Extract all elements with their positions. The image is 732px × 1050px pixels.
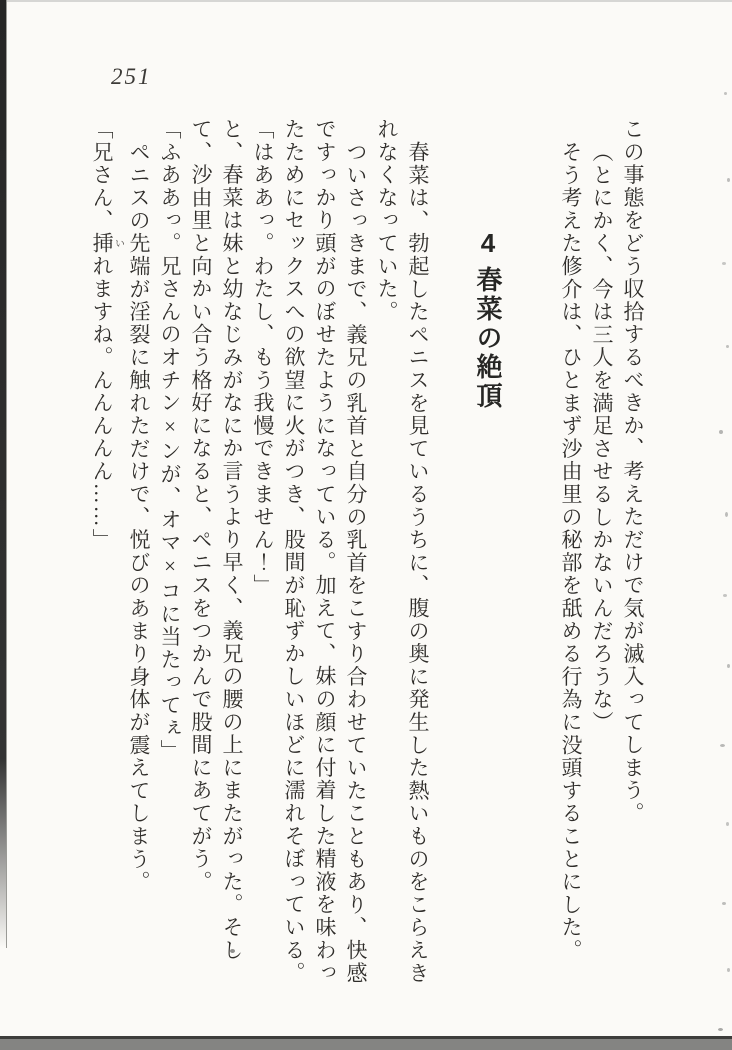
text-column: 「ふああっ。兄さんのオチン×ンが、オマ×コに当たってぇ」 [158, 118, 182, 763]
text-column: ですっかり頭がのぼせたようになっている。加えて、妹の顔に付着した精液を味わっ [313, 118, 337, 985]
text-column: れなくなっていた。 [375, 118, 399, 324]
ruby-annotation [90, 232, 124, 255]
ruby-base: 挿 [90, 232, 114, 255]
text-column: と、春菜は妹と幼なじみがなにか言うより早く、義兄の腰の上にまたがった。そし [220, 118, 244, 962]
chapter-title: 春菜の絶頂 [473, 266, 503, 411]
text-column [86, 118, 123, 1010]
text-column: （とにかく、今は三人を満足させるしかないんだろうな） [590, 141, 614, 734]
page-number: 251 [111, 64, 152, 89]
text-column: ついさっきまで、義兄の乳首と自分の乳首をこすり合わせていたこともあり、快感 [344, 141, 368, 985]
ruby-reading: い [112, 232, 124, 255]
text-column: ペニスの先端が淫裂に触れただけで、悦びのあまり身体が震えてしまう。 [127, 141, 151, 894]
scan-top-edge [0, 0, 732, 2]
scan-bottom-edge [0, 1039, 732, 1050]
text-column: たためにセックスへの欲望に火がつき、股間が恥ずかしいほどに濡れそぼっている。 [282, 118, 306, 985]
text-column: 春菜は、勃起したペニスを見ているうちに、腹の奥に発生した熱いものをこらえき [406, 141, 430, 985]
text-column: この事態をどう収拾するべきか、考えただけで気が滅入ってしまう。 [621, 118, 645, 825]
text-column: そう考えた修介は、ひとまず沙由里の秘部を舐める行為に没頭することにした。 [559, 141, 583, 962]
dialogue-pre: 「兄さん、 [90, 118, 114, 232]
text-column: て、沙由里と向かい合う格好になると、ペニスをつかんで股間にあてがう。 [189, 118, 213, 894]
page-text [86, 118, 648, 1010]
chapter-heading [471, 118, 505, 1010]
dialogue-post: れますね。んんんんん……」 [90, 254, 114, 552]
text-column: 「はああっ。わたし、もう我慢できません！」 [251, 118, 275, 597]
chapter-number: 4 [473, 228, 503, 261]
scan-left-edge [0, 0, 6, 948]
